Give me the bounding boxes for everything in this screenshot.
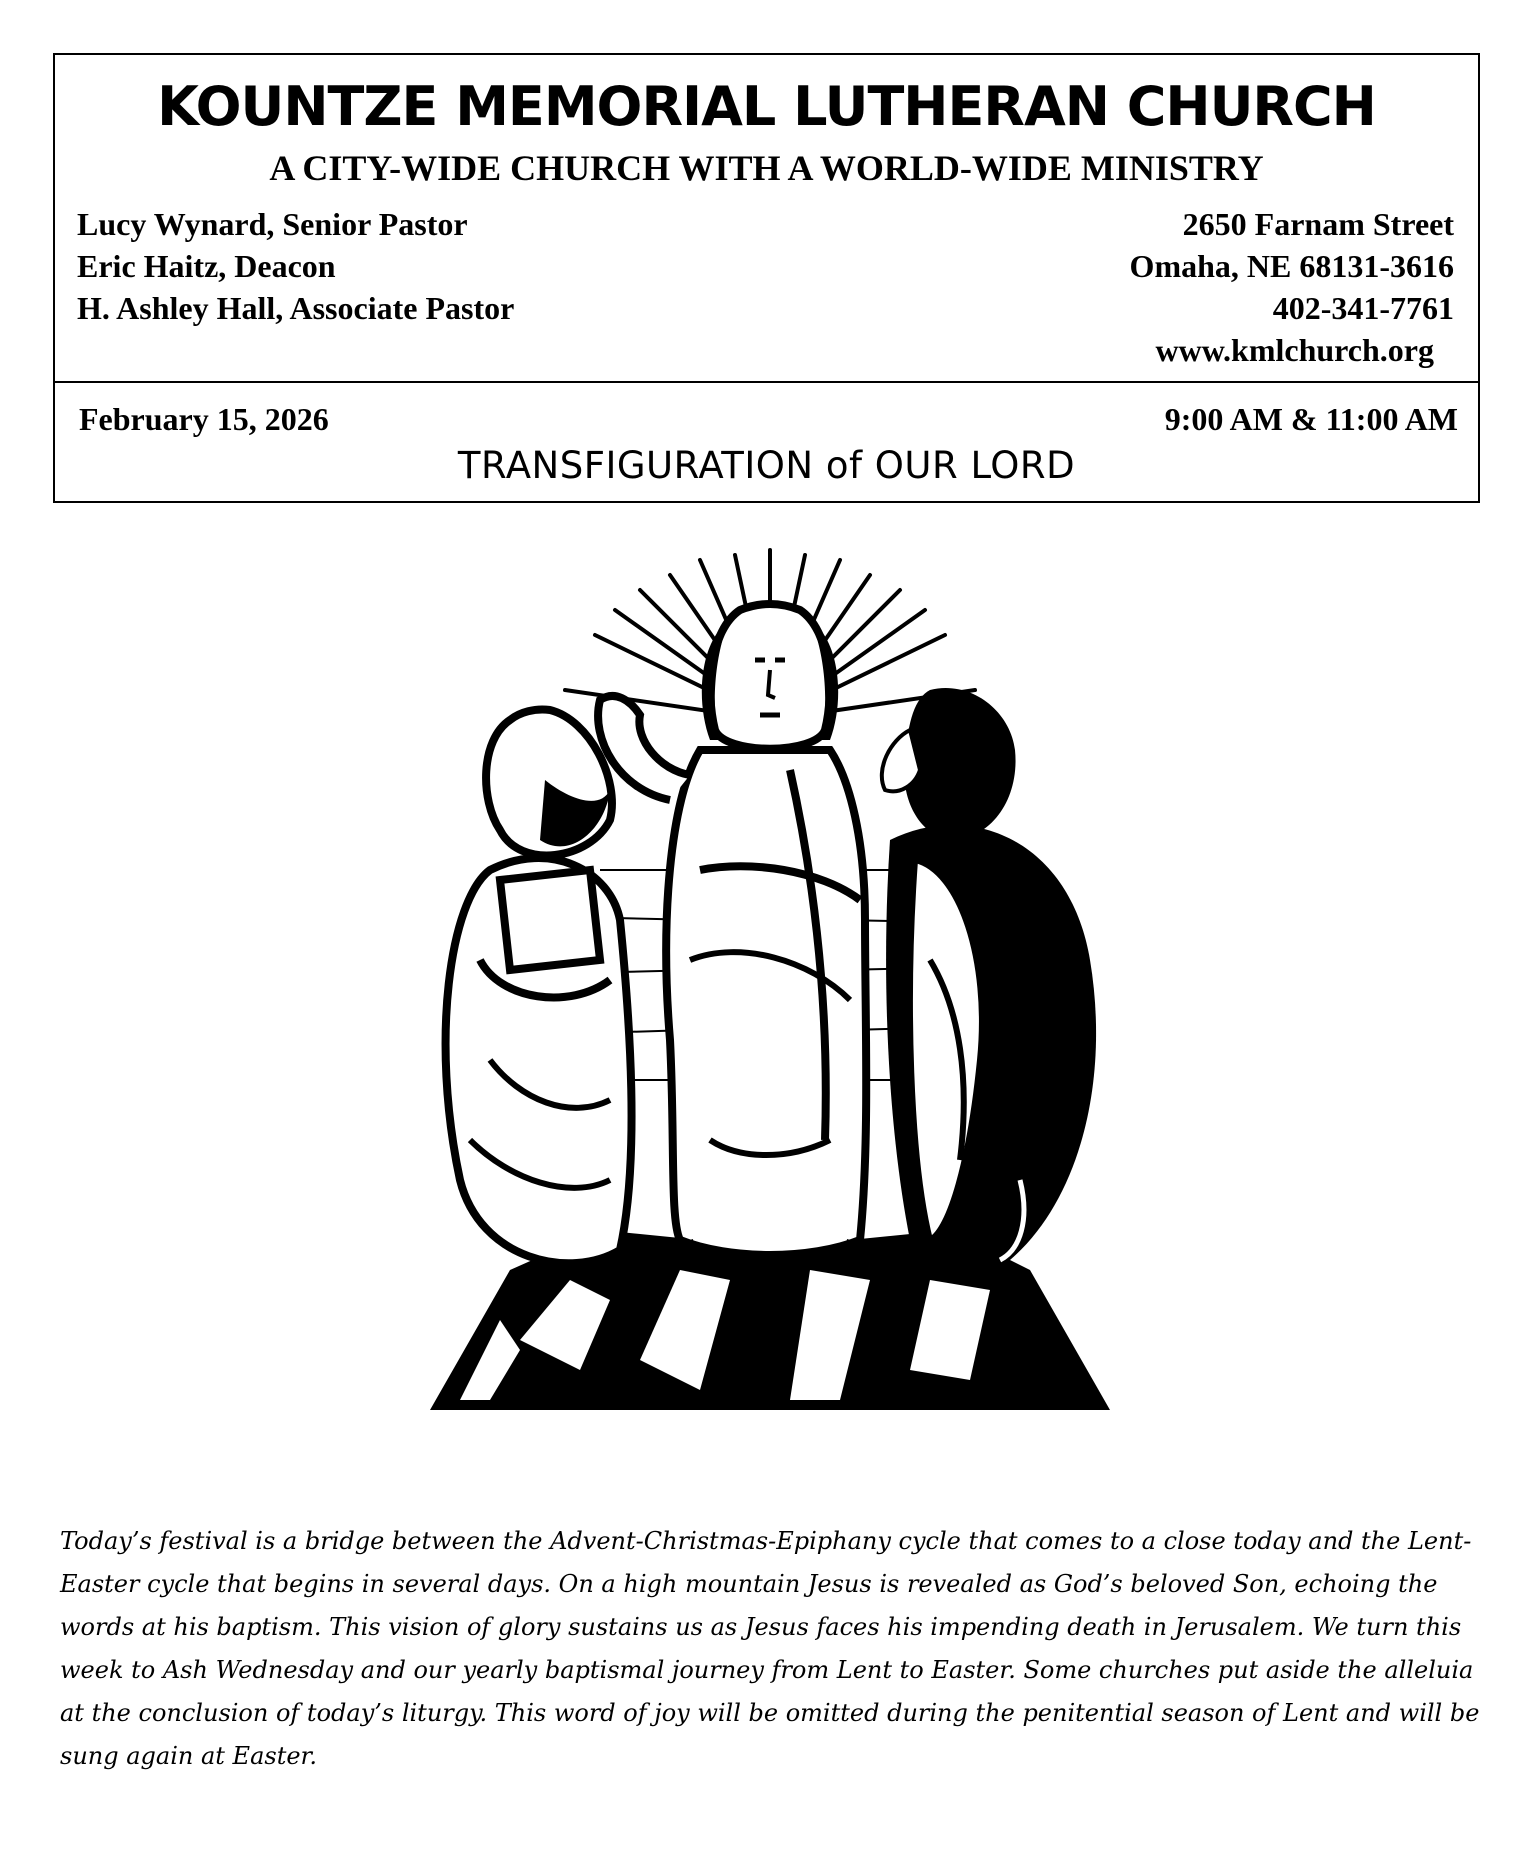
staff-list xyxy=(77,203,514,329)
festival-introduction: Today’s festival is a bridge between the Advent-Christmas-Epiphany cycle that comes to a close today and the Lent-Easter cycle that begins in several days. On a high mountain Jesus is revealed as God’s beloved Son, echoing the words at his baptism. This vision of glory sustains us as Jesus faces his impending death in Jerusalem. We turn this week to Ash Wednesday and our yearly baptismal journey from Lent to Easter. Some churches put aside the alleluia at the conclusion of today’s liturgy. This word of joy will be omitted during the penitential season of Lent and will be sung again at Easter. xyxy=(60,1527,1480,1770)
service-times: 9:00 AM & 11:00 AM xyxy=(1164,401,1458,437)
service-date: February 15, 2026 xyxy=(79,401,329,437)
service-info xyxy=(53,381,1480,503)
contact-info xyxy=(1130,203,1454,371)
staff-deacon: Eric Haitz, Deacon xyxy=(77,248,336,284)
festival-title: TRANSFIGURATION of OUR LORD xyxy=(457,444,1076,487)
transfiguration-woodcut-icon xyxy=(370,540,1170,1470)
staff-associate-pastor: H. Ashley Hall, Associate Pastor xyxy=(77,290,515,326)
street-address: 2650 Farnam Street xyxy=(1182,206,1454,242)
church-header xyxy=(53,53,1480,383)
church-name: KOUNTZE MEMORIAL LUTHERAN CHURCH xyxy=(157,75,1376,138)
staff-senior-pastor: Lucy Wynard, Senior Pastor xyxy=(77,206,468,242)
city-state-zip: Omaha, NE 68131-3616 xyxy=(1129,248,1454,284)
phone-number: 402-341-7761 xyxy=(1272,290,1454,326)
website-link[interactable]: www.kmlchurch.org xyxy=(1155,332,1434,368)
church-tagline: A CITY-WIDE CHURCH WITH A WORLD-WIDE MINISTRY xyxy=(269,148,1264,188)
